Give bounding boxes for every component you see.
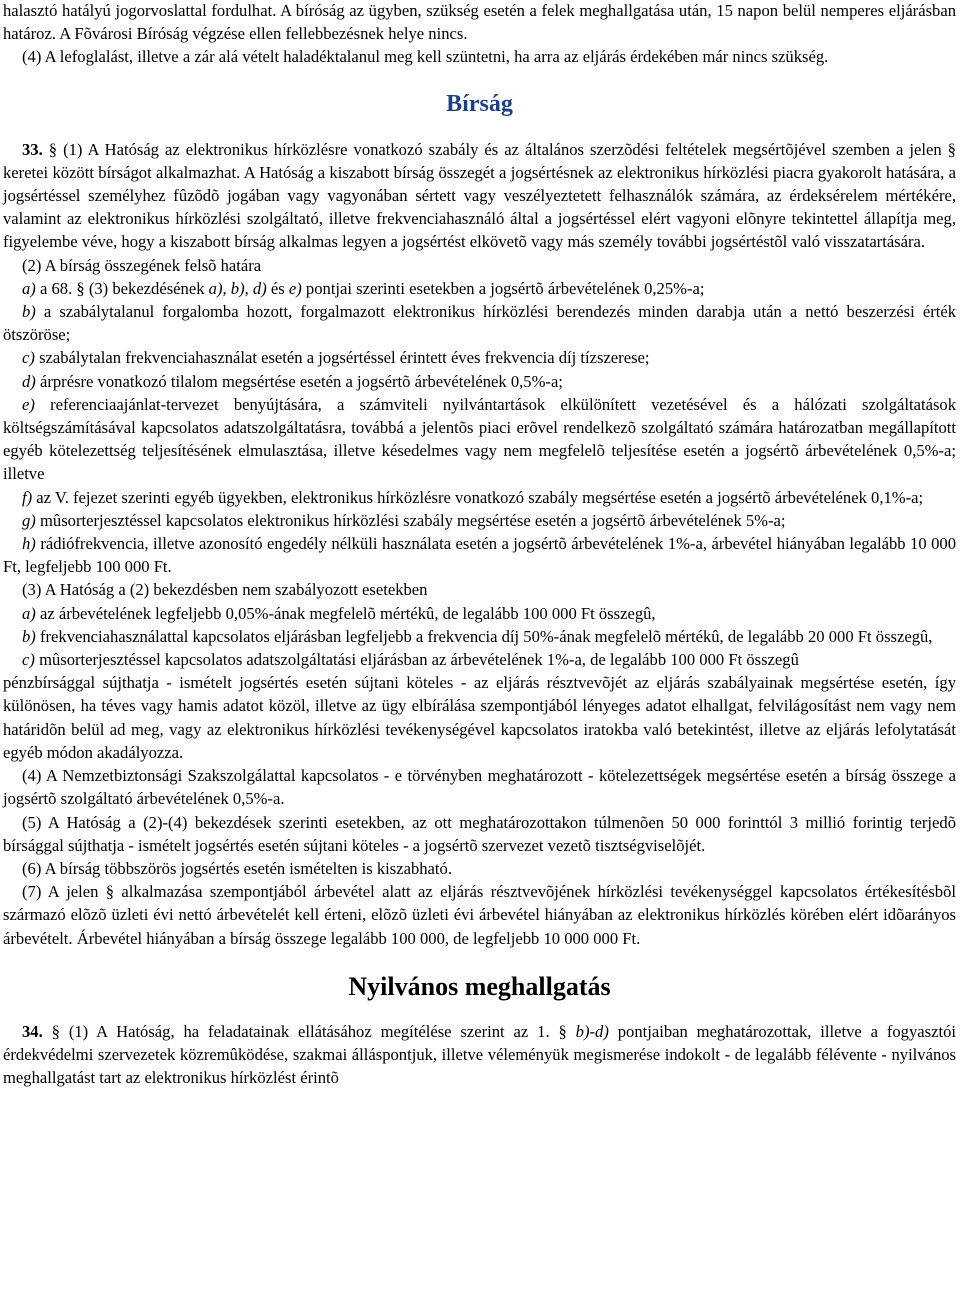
section-symbol: §: [51, 1021, 60, 1041]
item-b: [3, 300, 956, 346]
text-run: referenciaajánlat-tervezet benyújtására, a számviteli nyilvántartások elkülönített vezetésével és a hálózati szolgáltatások költségszámításával kapcsolatos adatszolgáltatásra, továbbá a jelentõs piaci erõvel rendelkezõ szolgáltató számára határozatban megállapított egyéb kötelezettség teljesítésének elmulasztása, illetve késedelmes vagy nem megfelelõ teljesítése esetén a jogsértõ árbevételének 0,5%-a; illetve: [3, 394, 957, 484]
item-label: g): [22, 510, 36, 530]
item-label: b): [22, 302, 36, 322]
item-d: [3, 370, 956, 393]
text-run: frekvenciahasználattal kapcsolatos eljárásban legfeljebb a frekvencia díj 50%-ának megfelelõ mértékû, de legalább 20 000 Ft összegû,: [39, 626, 933, 646]
section-number: 33.: [22, 139, 43, 159]
section-33-paragraph-3: (3) A Hatóság a (2) bekezdésben nem szabályozott esetekben: [22, 580, 428, 600]
paragraph-intro: [3, 0, 956, 45]
item-3c: [3, 648, 956, 671]
paragraph-4: (4) A lefoglalást, illetve a zár alá vételt haladéktalanul meg kell szüntetni, ha arra az eljárás érdekében már nincs szükség.: [22, 47, 829, 67]
section-33-paragraph-7: [3, 880, 956, 950]
section-number: 34.: [22, 1021, 43, 1041]
text-run: pontjaiban meghatározottak, illetve a fogyasztói érdekvédelmi szervezetek közremûködése, szakmai álláspontjuk, illetve véleményük megismerése indokolt - de legalább félévente - nyilvános meghallgatást tart az elektronikus hírközlést érintõ: [3, 1021, 956, 1088]
item-h: [3, 532, 956, 578]
section-33-paragraph-4: (4) A Nemzetbiztonsági Szakszolgálattal kapcsolatos - e törvényben meghatározott - kötelezettségek megsértése esetén a bírság összege a jogsértõ szolgáltató árbevételének 0,5%-a.: [3, 766, 956, 809]
intro-text: halasztó hatályú jogorvoslattal fordulhat. A bíróság az ügyben, szükség esetén a felek meghallgatása után, 15 napon belül nemperes eljárásban határoz. A Fõvárosi Bíróság végzése ellen fellebbezésnek helye nincs.: [3, 1, 956, 44]
text-run: (1) A Hatóság, ha feladatainak ellátásához megítélése szerint az 1.: [68, 1021, 550, 1041]
text-run: és: [270, 278, 285, 298]
item-a: [3, 277, 956, 300]
item-e: [3, 393, 956, 486]
section-33-paragraph-2: (2) A bírság összegének felsõ határa: [22, 255, 262, 275]
text-run: mûsorterjesztéssel kapcsolatos elektronikus hírközlési szabály megsértése esetén a jogsértõ árbevételének 5%-a;: [39, 510, 786, 530]
section-symbol: §: [105, 882, 115, 902]
section-heading-nyilvanos: Nyilvános meghallgatás: [348, 971, 611, 1001]
item-c: [3, 346, 956, 369]
document-page: [3, 0, 956, 1089]
item-label: f): [22, 487, 33, 507]
section-33-paragraph-3-tail: pénzbírsággal sújthatja - ismételt jogsértés esetén sújtani köteles - az eljárás résztvevõjét az eljárás szabályainak megsértése esetén, így különösen, ha téves vagy hamis adatot közöl, illetve az ügy elbírálása szempontjából lényeges adatot elhallgat, felvilágosítást nem vagy nem határidõn belül ad meg, vagy az elektronikus hírközlési tevékenységével kapcsolatos iratokba való betekintést, illetve az eljárás lefolytatását egyéb módon akadályozza.: [3, 673, 956, 762]
item-f: [3, 486, 956, 509]
item-label: b): [22, 626, 36, 646]
item-label: e): [22, 394, 35, 414]
section-symbol: §: [76, 278, 85, 298]
text-run: rádiófrekvencia, illetve azonosító engedély nélküli használata esetén a jogsértõ árbevételének 1%-a, árbevétel hiányában legalább 10 000 Ft, legfeljebb 100 000 Ft.: [3, 534, 957, 577]
item-label: d): [22, 371, 36, 391]
text-run: az V. fejezet szerinti egyéb ügyekben, elektronikus hírközlésre vonatkozó szabály megsértése esetén a jogsértõ árbevételének 0,1%-a;: [36, 487, 924, 507]
section-33-paragraph-6: (6) A bírság többszörös jogsértés esetén ismételten is kiszabható.: [22, 858, 452, 878]
section-33-paragraph-5: (5) A Hatóság a (2)-(4) bekezdések szerinti esetekben, az ott meghatározottakon túlmenõen 50 000 forinttól 3 millió forintig terjedõ bírsággal sújthatja - ismételt jogsértés esetén sújtani köteles - a jogsértõ szervezet vezetõ tisztségviselõjét.: [3, 812, 956, 855]
text-run: árprésre vonatkozó tilalom megsértése esetén a jogsértõ árbevételének 0,5%-a;: [39, 371, 563, 391]
section-33-paragraph-1: [3, 138, 956, 254]
text-run: (3) bekezdésének: [88, 278, 205, 298]
text-run: (1) A Hatóság az elektronikus hírközlésre vonatkozó szabály és az általános szerzõdési feltételek megsértõjével szemben a jelen: [63, 139, 942, 159]
text-run: a szabálytalanul forgalomba hozott, forgalmazott elektronikus hírközlési berendezés minden darabja után a nettó beszerzési érték ötszöröse;: [3, 302, 956, 345]
item-refs: b)-d): [575, 1021, 609, 1041]
item-refs: e): [288, 278, 302, 298]
item-label: a): [22, 278, 36, 298]
item-refs: a), b), d): [208, 278, 267, 298]
text-run: (7) A jelen: [22, 882, 99, 902]
text-run: pontjai szerinti esetekben a jogsértõ árbevételének 0,25%-a;: [305, 278, 705, 298]
text-run: szabálytalan frekvenciahasználat esetén a jogsértéssel érintett éves frekvencia díj tízszerese;: [39, 348, 650, 368]
section-symbol: §: [48, 139, 58, 159]
item-label: h): [22, 534, 36, 554]
item-label: c): [22, 650, 35, 670]
section-symbol: §: [558, 1021, 567, 1041]
text-run: keretei között bírságot alkalmazhat. A Hatóság a kiszabott bírság összegét a jogsértésnek az elektronikus hírközlési piacra gyakorolt hatására, a jogsértéssel személyhez fûzõdõ jogában vagy vagyonában sértett vagy veszélyeztetett felhasználók számára, az érdeksérelem mértékére, valamint az elektronikus hírközlési szolgáltató, illetve frekvenciahasználó által a jogsértéssel elért vagyoni elõnyre tekintettel állapítja meg, figyelembe véve, hogy a kiszabott bírság alkalmas legyen a jogsértést elkövetõ vagy más személy további jogsértéstõl való visszatartására.: [3, 162, 956, 252]
section-symbol: §: [947, 139, 956, 159]
item-label: a): [22, 603, 36, 623]
text-run: alkalmazása szempontjából árbevétel alatt az eljárás résztvevõjének hírközlési tevékenységgel kapcsolatos értékesítésbõl származó elõzõ üzleti évi nettó árbevételét kell érteni, elõzõ üzleti évi árbevétel hiányában az elektronikus hírközlés körében elért idõarányos árbevételt. Árbevétel hiányában a bírság összege legalább 100 000, de legfeljebb 10 000 000 Ft.: [3, 882, 956, 948]
section-34-paragraph-1: [3, 1020, 956, 1090]
text-run: mûsorterjesztéssel kapcsolatos adatszolgáltatási eljárásban az árbevételének 1%-a, de legalább 100 000 Ft összegû: [39, 650, 799, 670]
text-run: a 68.: [39, 278, 73, 298]
text-run: az árbevételének legfeljebb 0,05%-ának megfelelõ mértékû, de legalább 100 000 Ft összegû,: [39, 603, 656, 623]
item-g: [3, 509, 956, 532]
item-3b: [3, 625, 956, 648]
item-3a: [3, 602, 956, 625]
item-label: c): [22, 348, 35, 368]
section-heading-birsag: Bírság: [446, 90, 513, 117]
